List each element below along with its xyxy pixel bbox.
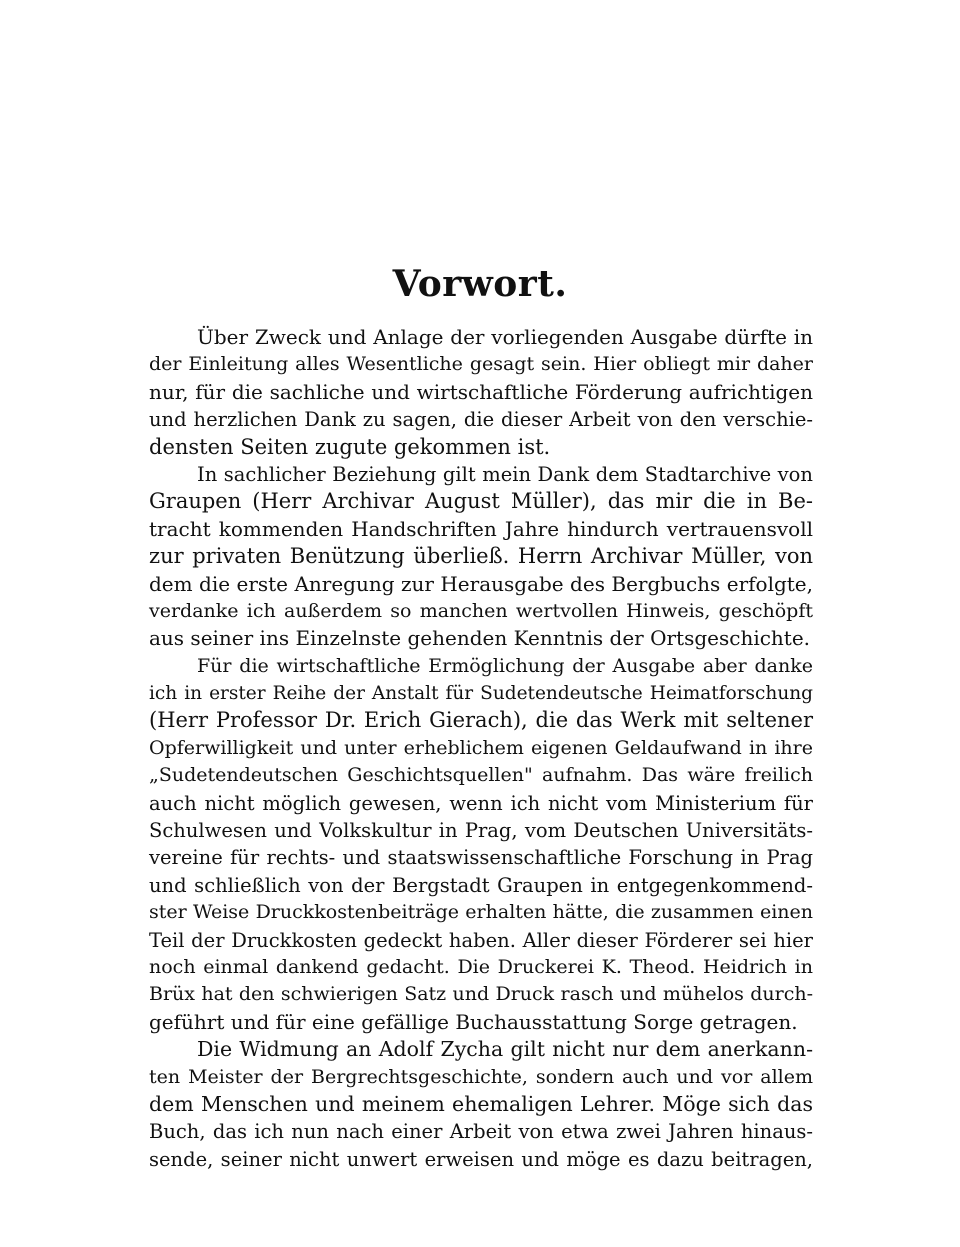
text-line: noch einmal dankend gedacht. Die Druckerei K. Theod. Heidrich in (149, 955, 813, 978)
page-title: Vorwort. (392, 263, 568, 305)
text-line: zur privaten Benützung überließ. Herrn Archivar Müller, von (149, 544, 813, 569)
preface-body (149, 324, 813, 1173)
text-line: dem die erste Anregung zur Herausgabe des Bergbuchs erfolgte, (149, 571, 813, 596)
text-line: verdanke ich außerdem so manchen wertvollen Hinweis, geschöpft (149, 599, 813, 622)
text-line: Teil der Druckkosten gedeckt haben. Aller dieser Förderer sei hier (149, 928, 813, 952)
text-line: auch nicht möglich gewesen, wenn ich nicht vom Ministerium für (149, 791, 813, 815)
text-line: geführt und für eine gefällige Buchausstattung Sorge getragen. (149, 1009, 798, 1034)
text-line: Schulwesen und Volkskultur in Prag, vom Deutschen Universitäts- (149, 819, 813, 843)
text-line: In sachlicher Beziehung gilt mein Dank dem Stadtarchive von (197, 462, 813, 486)
text-line: tracht kommenden Handschriften Jahre hindurch vertrauensvoll (149, 516, 813, 541)
paragraph (149, 1036, 813, 1173)
paragraph (149, 324, 813, 461)
text-line: densten Seiten zugute gekommen ist. (149, 434, 551, 459)
text-line: Graupen (Herr Archivar August Müller), das mir die in Be- (149, 489, 813, 514)
text-line: Die Widmung an Adolf Zycha gilt nicht nur dem anerkann- (197, 1037, 813, 1062)
text-line: ster Weise Druckkostenbeiträge erhalten hätte, die zusammen einen (149, 901, 813, 924)
text-line: dem Menschen und meinem ehemaligen Lehrer. Möge sich das (149, 1091, 813, 1116)
paragraph (149, 461, 813, 653)
text-line: Opferwilligkeit und unter erheblichem eigenen Geldaufwand in ihre (149, 736, 813, 759)
text-line: „Sudetendeutschen Geschichtsquellen" aufnahm. Das wäre freilich (149, 764, 813, 787)
text-line: Für die wirtschaftliche Ermöglichung der Ausgabe aber danke (197, 654, 813, 677)
text-line: und herzlichen Dank zu sagen, die dieser Arbeit von den verschie- (149, 408, 813, 432)
text-line: nur, für die sachliche und wirtschaftliche Förderung aufrichtigen (149, 379, 813, 404)
text-line: (Herr Professor Dr. Erich Gierach), die das Werk mit seltener (149, 708, 813, 733)
text-line: ten Meister der Bergrechtsgeschichte, sondern auch und vor allem (149, 1065, 813, 1088)
text-line: und schließlich von der Bergstadt Graupen in entgegenkommend- (149, 873, 813, 897)
text-line: Buch, das ich nun nach einer Arbeit von etwa zwei Jahren hinaus- (149, 1120, 813, 1144)
text-line: Über Zweck und Anlage der vorliegenden Ausgabe dürfte in (197, 325, 813, 349)
text-line: aus seiner ins Einzelnste gehenden Kenntnis der Ortsgeschichte. (149, 626, 811, 651)
text-line: der Einleitung alles Wesentliche gesagt sein. Hier obliegt mir daher (149, 353, 813, 376)
paragraph (149, 653, 813, 1036)
text-line: sende, seiner nicht unwert erweisen und möge es dazu beitragen, (149, 1147, 813, 1171)
text-line: vereine für rechts- und staatswissenschaftliche Forschung in Prag (149, 846, 813, 870)
text-line: ich in erster Reihe der Anstalt für Sudetendeutsche Heimatforschung (149, 683, 813, 705)
text-line: Brüx hat den schwierigen Satz und Druck rasch und mühelos durch- (149, 983, 813, 1006)
